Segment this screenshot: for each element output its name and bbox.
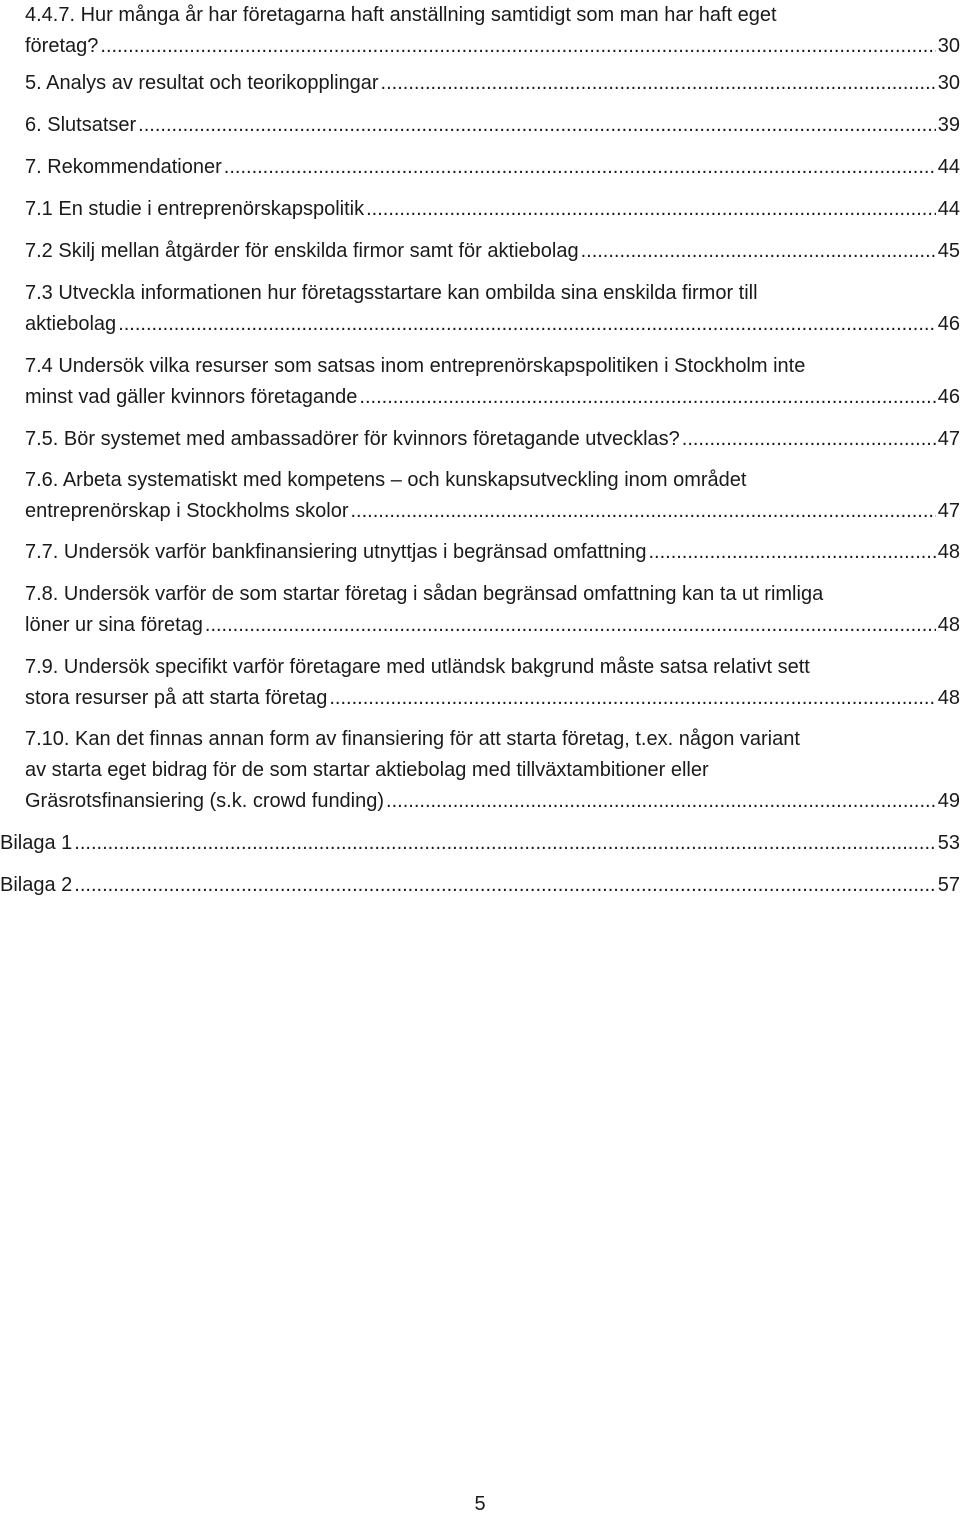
dot-leader bbox=[74, 828, 935, 859]
toc-entry-text: 4.4.7. Hur många år har företagarna haft anställning samtidigt som man har haft eget bbox=[25, 4, 777, 26]
toc-entry-7-4[interactable] bbox=[25, 351, 960, 413]
toc-page-number: 46 bbox=[937, 313, 960, 335]
toc-page-number: 47 bbox=[937, 428, 960, 450]
toc-entry-5[interactable] bbox=[25, 68, 960, 99]
toc-entry-text: företag? bbox=[25, 35, 99, 57]
toc-entry-text: minst vad gäller kvinnors företagande bbox=[25, 386, 358, 408]
dot-leader bbox=[682, 424, 936, 455]
toc-entry-7-10[interactable] bbox=[25, 724, 960, 817]
dot-leader bbox=[118, 309, 936, 340]
toc-entry-4-4-7[interactable] bbox=[25, 0, 960, 62]
dot-leader bbox=[581, 236, 936, 267]
toc-entry-text: 7.2 Skilj mellan åtgärder för enskilda firmor samt för aktiebolag bbox=[25, 240, 579, 262]
dot-leader bbox=[359, 382, 935, 413]
toc-page-number: 39 bbox=[937, 114, 960, 136]
toc-entry-6[interactable] bbox=[25, 110, 960, 141]
toc-entry-text: löner ur sina företag bbox=[25, 614, 203, 636]
dot-leader bbox=[74, 870, 935, 901]
toc-entry-7[interactable] bbox=[25, 152, 960, 183]
toc-entry-text: 7. Rekommendationer bbox=[25, 156, 222, 178]
toc-entry-text: 5. Analys av resultat och teorikopplingar bbox=[25, 72, 379, 94]
toc-entry-7-5[interactable] bbox=[25, 424, 960, 455]
toc-page-number: 48 bbox=[937, 614, 960, 636]
toc-page-number: 46 bbox=[937, 386, 960, 408]
toc-entry-text: 6. Slutsatser bbox=[25, 114, 137, 136]
dot-leader bbox=[350, 496, 935, 527]
dot-leader bbox=[648, 537, 935, 568]
toc-entry-text: Bilaga 1 bbox=[0, 832, 73, 854]
toc-entry-text: 7.10. Kan det finnas annan form av finansiering för att starta företag, t.ex. någon variant bbox=[25, 728, 800, 750]
toc-page-number: 44 bbox=[937, 198, 960, 220]
toc-entry-text: stora resurser på att starta företag bbox=[25, 687, 328, 709]
toc-entry-text: 7.8. Undersök varför de som startar företag i sådan begränsad omfattning kan ta ut rimliga bbox=[25, 583, 824, 605]
toc-entry-text: 7.3 Utveckla informationen hur företagsstartare kan ombilda sina enskilda firmor till bbox=[25, 282, 758, 304]
dot-leader bbox=[100, 31, 935, 62]
toc-entry-7-2[interactable] bbox=[25, 236, 960, 267]
dot-leader bbox=[205, 610, 936, 641]
toc-entry-text: entreprenörskap i Stockholms skolor bbox=[25, 500, 349, 522]
dot-leader bbox=[329, 683, 935, 714]
toc-entry-text: aktiebolag bbox=[25, 313, 117, 335]
toc-page-number: 44 bbox=[937, 156, 960, 178]
dot-leader bbox=[138, 110, 936, 141]
toc-entry-7-9[interactable] bbox=[25, 652, 960, 714]
toc-page-number: 57 bbox=[937, 874, 960, 896]
toc-entry-text: 7.7. Undersök varför bankfinansiering utnyttjas i begränsad omfattning bbox=[25, 541, 647, 563]
toc-page-number: 47 bbox=[937, 500, 960, 522]
toc-entry-text: 7.6. Arbeta systematiskt med kompetens – och kunskapsutveckling inom området bbox=[25, 469, 747, 491]
toc-entry-text: 7.5. Bör systemet med ambassadörer för kvinnors företagande utvecklas? bbox=[25, 428, 680, 450]
toc-entry-7-7[interactable] bbox=[25, 537, 960, 568]
toc-entry-bilaga-2[interactable] bbox=[0, 870, 960, 901]
toc-page-number: 48 bbox=[937, 541, 960, 563]
toc-page-number: 53 bbox=[937, 832, 960, 854]
toc-entry-text: av starta eget bidrag för de som startar aktiebolag med tillväxtambitioner eller bbox=[25, 759, 709, 781]
dot-leader bbox=[366, 194, 936, 225]
page-number: 5 bbox=[474, 1493, 486, 1515]
toc-page-number: 30 bbox=[937, 72, 960, 94]
toc-entry-bilaga-1[interactable] bbox=[0, 828, 960, 859]
toc-entry-7-6[interactable] bbox=[25, 465, 960, 527]
toc-entry-7-1[interactable] bbox=[25, 194, 960, 225]
toc-entry-text: 7.4 Undersök vilka resurser som satsas inom entreprenörskapspolitiken i Stockholm inte bbox=[25, 355, 806, 377]
toc-entry-text: 7.1 En studie i entreprenörskapspolitik bbox=[25, 198, 365, 220]
dot-leader bbox=[381, 68, 936, 99]
toc-page-number: 49 bbox=[937, 790, 960, 812]
toc-entry-text: 7.9. Undersök specifikt varför företagare med utländsk bakgrund måste satsa relativt sett bbox=[25, 656, 810, 678]
toc-page-number: 30 bbox=[937, 35, 960, 57]
toc-entry-text: Gräsrotsfinansiering (s.k. crowd funding) bbox=[25, 790, 385, 812]
toc-entry-7-8[interactable] bbox=[25, 579, 960, 641]
toc-entry-text: Bilaga 2 bbox=[0, 874, 73, 896]
toc-page-number: 48 bbox=[937, 687, 960, 709]
dot-leader bbox=[386, 786, 936, 817]
toc-entry-7-3[interactable] bbox=[25, 278, 960, 340]
toc-page-number: 45 bbox=[937, 240, 960, 262]
dot-leader bbox=[224, 152, 936, 183]
